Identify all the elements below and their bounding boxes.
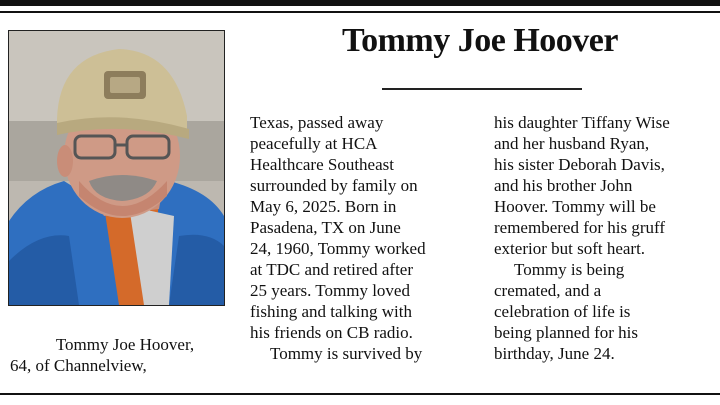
text-line: and her husband Ryan, (494, 134, 650, 153)
caption-line: 64, of Channelview, (10, 356, 147, 375)
top-border-thick (0, 0, 720, 6)
text-column-2 (494, 112, 720, 364)
text-line: Texas, passed away (250, 113, 384, 132)
text-line: Healthcare Southeast (250, 155, 394, 174)
text-line: Tommy is survived by (270, 344, 423, 363)
text-line: his sister Deborah Davis, (494, 155, 665, 174)
text-line: May 6, 2025. Born in (250, 197, 397, 216)
text-line: at TDC and retired after (250, 260, 414, 279)
text-line: fishing and talking with (250, 302, 412, 321)
text-line: birthday, June 24. (494, 344, 615, 363)
text-line: peacefully at HCA (250, 134, 378, 153)
text-line: 24, 1960, Tommy worked (250, 239, 426, 258)
obituary-title: Tommy Joe Hoover (342, 22, 618, 59)
title-divider (382, 88, 582, 90)
text-line: his daughter Tiffany Wise (494, 113, 670, 132)
text-line: Tommy is being (514, 260, 625, 279)
text-line: and his brother John (494, 176, 633, 195)
text-line: cremated, and a (494, 281, 602, 300)
text-line: celebration of life is (494, 302, 631, 321)
caption-line: Tommy Joe Hoover, (55, 335, 195, 354)
text-line: remembered for his gruff (494, 218, 666, 237)
text-line: 25 years. Tommy loved (250, 281, 410, 300)
text-column-1 (250, 112, 482, 364)
portrait-photo (8, 30, 225, 306)
top-border-thin (0, 11, 720, 13)
text-line: surrounded by family on (250, 176, 418, 195)
text-line: being planned for his (494, 323, 638, 342)
text-line: his friends on CB radio. (250, 323, 413, 342)
photo-caption (10, 334, 240, 376)
bottom-border (0, 393, 720, 395)
text-line: Hoover. Tommy will be (494, 197, 656, 216)
text-line: exterior but soft heart. (494, 239, 646, 258)
text-line: Pasadena, TX on June (250, 218, 401, 237)
